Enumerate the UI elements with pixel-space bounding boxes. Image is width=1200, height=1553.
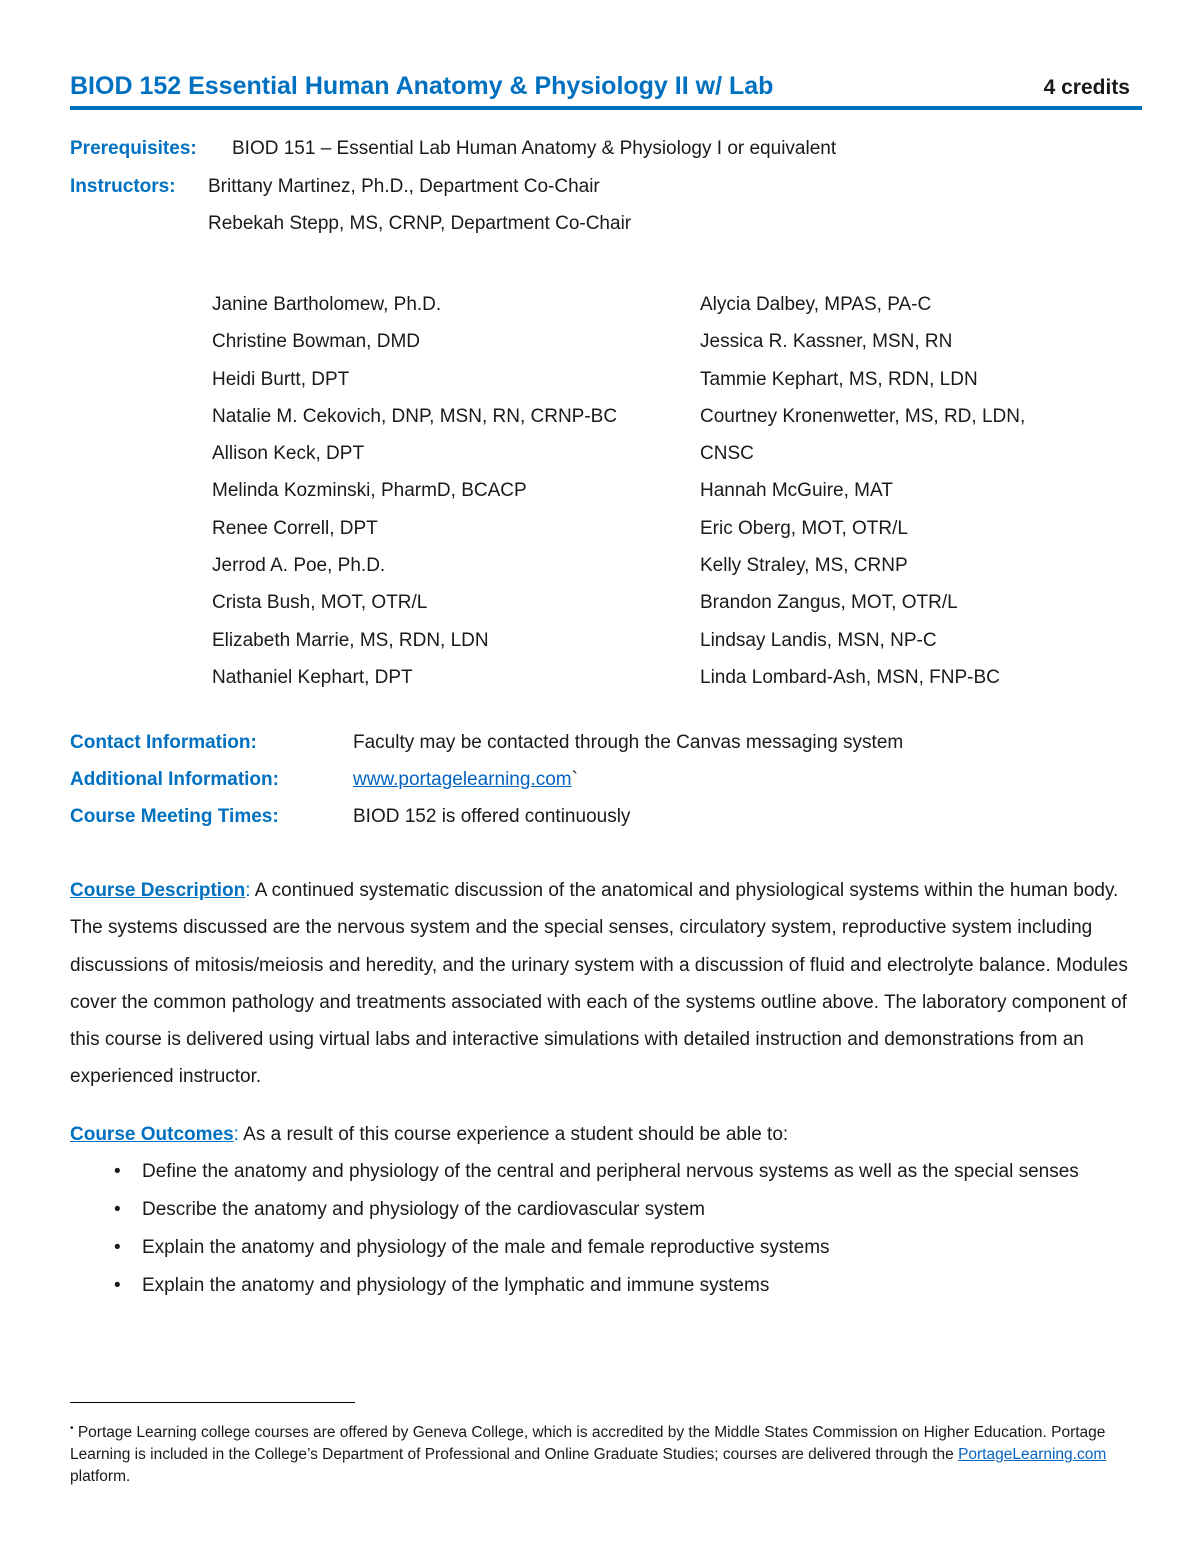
faculty-name: Elizabeth Marrie, MS, RDN, LDN xyxy=(212,629,489,651)
stray-mark: ` xyxy=(571,769,578,790)
course-description-heading: Course Description xyxy=(70,880,246,901)
outcome-text: Explain the anatomy and physiology of the male and female reproductive systems xyxy=(142,1237,830,1258)
portage-learning-link[interactable]: PortageLearning.com xyxy=(958,1446,1107,1464)
course-description xyxy=(70,872,1135,1096)
bullet-icon: • xyxy=(114,1275,121,1296)
faculty-name: Brandon Zangus, MOT, OTR/L xyxy=(700,592,958,614)
faculty-name: Natalie M. Cekovich, DNP, MSN, RN, CRNP-BC xyxy=(212,405,618,427)
contact-label: Contact Information: xyxy=(70,732,257,753)
outcome-text: Describe the anatomy and physiology of the cardiovascular system xyxy=(142,1199,705,1220)
outcomes-list xyxy=(70,1153,1135,1305)
footnote-text-end: platform. xyxy=(70,1468,131,1486)
title-bar xyxy=(70,72,1142,110)
instructors-label: Instructors: xyxy=(70,176,176,197)
list-item xyxy=(70,1267,1135,1305)
faculty-name: Eric Oberg, MOT, OTR/L xyxy=(700,517,908,539)
prerequisites-value: BIOD 151 – Essential Lab Human Anatomy & Physiology I or equivalent xyxy=(232,138,837,159)
bullet-icon: • xyxy=(114,1237,121,1258)
meeting-value: BIOD 152 is offered continuously xyxy=(353,806,631,827)
footnote-text: Portage Learning college courses are offered by Geneva College, which is accredited by the Middle States Commission on Higher Education. Portage Learning is included in the College’s Department of Professional and Online Graduate Studies; courses are delivered through the xyxy=(70,1424,1106,1464)
faculty-name: Alycia Dalbey, MPAS, PA-C xyxy=(700,294,932,315)
list-item xyxy=(70,1153,1135,1191)
faculty-name: Christine Bowman, DMD xyxy=(212,331,420,353)
meeting-label: Course Meeting Times: xyxy=(70,806,279,827)
course-credits: 4 credits xyxy=(1043,76,1130,99)
list-item xyxy=(70,1229,1135,1267)
footnote xyxy=(70,1418,1140,1488)
faculty-name: Kelly Straley, MS, CRNP xyxy=(700,555,908,577)
list-item xyxy=(70,1191,1135,1229)
faculty-name: Heidi Burtt, DPT xyxy=(212,368,350,390)
faculty-name: CNSC xyxy=(700,443,754,465)
bullet-icon: • xyxy=(114,1199,121,1220)
instructors-label-row xyxy=(70,176,176,198)
chair-2: Rebekah Stepp, MS, CRNP, Department Co-Chair xyxy=(208,213,632,234)
faculty-name: Linda Lombard-Ash, MSN, FNP-BC xyxy=(700,666,1000,688)
faculty-name: Jerrod A. Poe, Ph.D. xyxy=(212,555,386,577)
faculty-left-column xyxy=(212,292,617,702)
outcome-text: Define the anatomy and physiology of the central and peripheral nervous systems as well as the special senses xyxy=(142,1161,1079,1182)
course-outcomes-intro-text: As a result of this course experience a student should be able to: xyxy=(238,1124,789,1145)
course-outcomes-heading: Course Outcomes xyxy=(70,1124,234,1145)
footnote-divider xyxy=(70,1402,355,1403)
course-title: BIOD 152 Essential Human Anatomy & Physiology II w/ Lab xyxy=(70,72,774,100)
heading-colon: : xyxy=(245,880,251,901)
faculty-name: Janine Bartholomew, Ph.D. xyxy=(212,294,442,315)
additional-label: Additional Information: xyxy=(70,769,279,790)
course-outcomes-intro xyxy=(70,1116,1135,1153)
bullet-icon: • xyxy=(114,1161,121,1182)
faculty-name: Hannah McGuire, MAT xyxy=(700,480,893,502)
footnote-marker: • xyxy=(70,1423,74,1434)
faculty-name: Renee Correll, DPT xyxy=(212,517,378,539)
heading-colon: : xyxy=(233,1124,239,1145)
additional-value xyxy=(353,769,578,791)
faculty-name: Lindsay Landis, MSN, NP-C xyxy=(700,629,937,651)
prerequisites-label: Prerequisites: xyxy=(70,138,197,159)
course-description-text: A continued systematic discussion of the anatomical and physiological systems within the human body. The systems discussed are the nervous system and the special senses, circulatory system, reproductive system including discussions of mitosis/meiosis and heredity, and the urinary system with a discussion of fluid and electrolyte balance. Modules cover the common pathology and treatments associated with each of the systems outline above. The laboratory component of this course is delivered using virtual labs and interactive simulations with detailed instruction and demonstrations from an experienced instructor. xyxy=(70,880,1128,1088)
outcome-text: Explain the anatomy and physiology of the lymphatic and immune systems xyxy=(142,1275,770,1296)
faculty-name: Allison Keck, DPT xyxy=(212,443,365,465)
faculty-name: Jessica R. Kassner, MSN, RN xyxy=(700,331,953,353)
contact-value: Faculty may be contacted through the Canvas messaging system xyxy=(353,732,904,753)
faculty-name: Tammie Kephart, MS, RDN, LDN xyxy=(700,368,978,390)
faculty-name: Melinda Kozminski, PharmD, BCACP xyxy=(212,480,527,502)
faculty-right-column xyxy=(700,292,1025,702)
portage-website-link[interactable]: www.portagelearning.com xyxy=(353,769,572,790)
prerequisites-row xyxy=(70,138,197,160)
faculty-name: Nathaniel Kephart, DPT xyxy=(212,666,413,688)
faculty-name: Courtney Kronenwetter, MS, RD, LDN, xyxy=(700,405,1026,427)
faculty-name: Crista Bush, MOT, OTR/L xyxy=(212,592,428,614)
chair-1: Brittany Martinez, Ph.D., Department Co-Chair xyxy=(208,176,600,197)
